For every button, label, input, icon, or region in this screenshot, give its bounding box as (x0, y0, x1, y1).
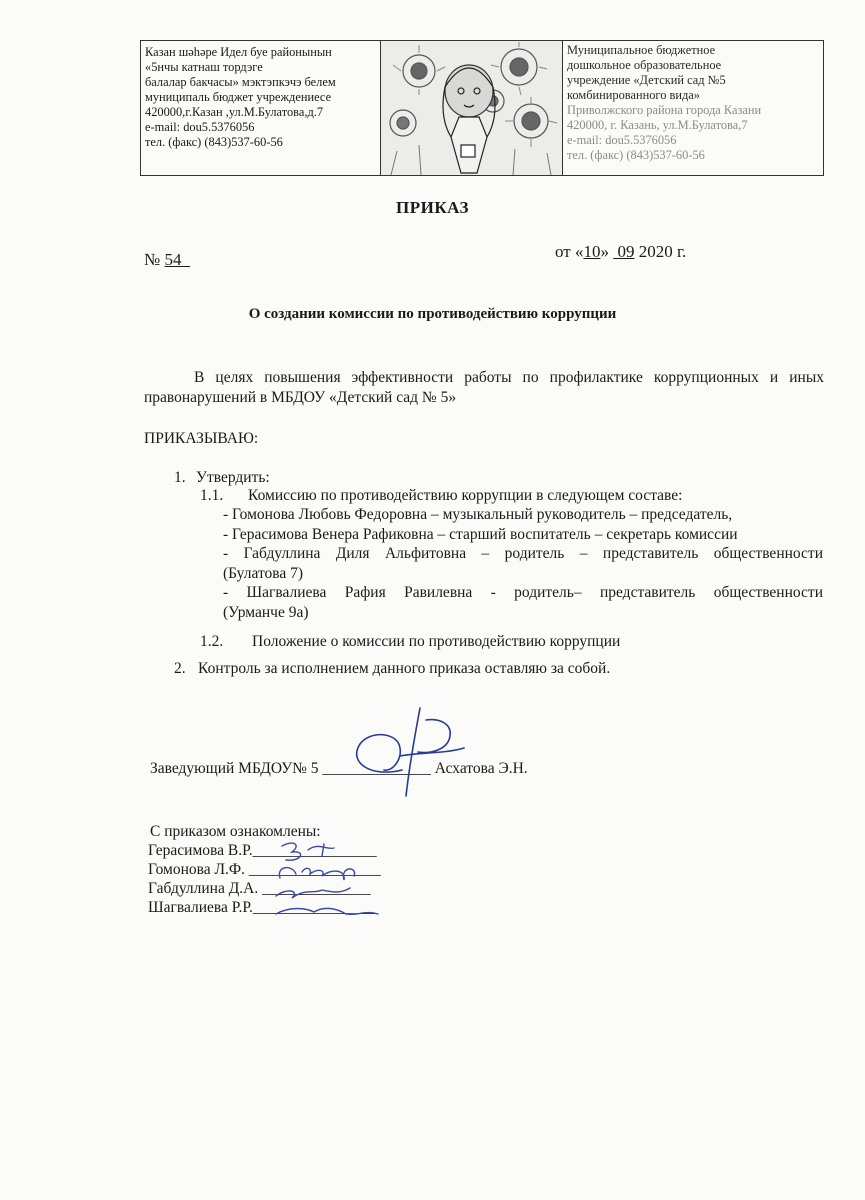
letterhead-line: балалар бакчасы» мэктэпкэчэ белем (145, 75, 336, 89)
letterhead-line: Казан шәһәре Идел буе районынын (145, 45, 332, 59)
letterhead-line: учреждение «Детский сад №5 (567, 73, 726, 87)
item-1-2-num: 1.2. (200, 633, 224, 650)
ack-signature-scribbles (262, 836, 402, 936)
ack-heading: С приказом ознакомлены: (150, 823, 321, 840)
order-subject: О создании комиссии по противодействию коррупции (248, 306, 617, 322)
letterhead-line: муниципаль бюджет учреждениесе (145, 90, 332, 104)
member-line: - Габдуллина Диля Альфитовна – родитель – представитель общественности (223, 545, 823, 562)
order-date (555, 242, 686, 262)
letterhead-line: дошкольное образовательное (567, 58, 722, 72)
letterhead-line: Приволжского района города Казани (567, 103, 762, 117)
member-line: - Шагвалиева Рафия Равилевна - родитель– представитель общественности (223, 584, 823, 601)
sunflower-girl-logo (381, 41, 563, 175)
signature-blank: ______________ (322, 760, 431, 777)
date-year: 2020 г. (638, 242, 687, 261)
preamble: В целях повышения эффективности работы по профилактике коррупционных и иных правонарушений в МБДОУ «Детский сад № 5» (144, 369, 824, 406)
commission-members (223, 505, 823, 622)
letterhead-line: «5нчы катнаш тордэге (145, 60, 263, 74)
letterhead-line: e-mail: dou5.5376056 (145, 120, 255, 134)
date-prefix: от « (555, 242, 584, 261)
ack-person: Герасимова В.Р.________________ (148, 842, 377, 859)
letterhead-line: 420000,г.Казан ,ул.М.Булатова,д.7 (145, 105, 324, 119)
letterhead-line: комбинированного вида» (567, 88, 700, 102)
item-1-1-num: 1.1. (200, 487, 224, 504)
member-line: (Булатова 7) (223, 564, 304, 582)
item-1-text: Утвердить: (196, 469, 270, 486)
letterhead-line: e-mail: dou5.5376056 (567, 133, 677, 147)
item-1-1-text: Комиссию по противодействию коррупции в следующем составе: (248, 487, 683, 504)
member-line: - Герасимова Венера Рафиковна – старший воспитатель – секретарь комиссии (223, 525, 738, 543)
head-position: Заведующий МБДОУ№ 5 (150, 760, 319, 777)
item-1-2-text: Положение о комиссии по противодействию коррупции (252, 633, 621, 650)
order-number (144, 250, 190, 270)
date-sep: » (600, 242, 609, 261)
letterhead-russian (563, 41, 823, 175)
head-signature-scribble (340, 700, 480, 800)
ack-person: Гомонова Л.Ф. _________________ (148, 861, 381, 878)
item-2-text: Контроль за исполнением данного приказа оставляю за собой. (198, 660, 611, 677)
letterhead-line: тел. (факс) (843)537-60-56 (567, 148, 705, 162)
document-title: ПРИКАЗ (396, 198, 469, 217)
number-prefix: № (144, 250, 161, 269)
ack-person: Габдуллина Д.А. ______________ (148, 880, 371, 897)
member-line: (Урманче 9а) (223, 603, 309, 621)
number-value: 54 (164, 250, 182, 269)
date-month: 09 (617, 242, 635, 261)
date-day: 10 (583, 242, 601, 261)
letterhead-tatar (141, 41, 381, 175)
letterhead-logo (381, 41, 563, 175)
letterhead-line: 420000, г. Казань, ул.М.Булатова,7 (567, 118, 748, 132)
letterhead-line: тел. (факс) (843)537-60-56 (145, 135, 283, 149)
letterhead (140, 40, 824, 176)
item-2-num: 2. (174, 660, 186, 677)
member-line: - Гомонова Любовь Федоровна – музыкальный руководитель – председатель, (223, 506, 733, 523)
letterhead-line: Муниципальное бюджетное (567, 43, 716, 57)
order-word: ПРИКАЗЫВАЮ: (144, 430, 259, 447)
head-name: Асхатова Э.Н. (434, 760, 528, 777)
ack-person: Шагвалиева Р.Р.________________ (148, 899, 377, 916)
item-1-num: 1. (174, 469, 186, 486)
